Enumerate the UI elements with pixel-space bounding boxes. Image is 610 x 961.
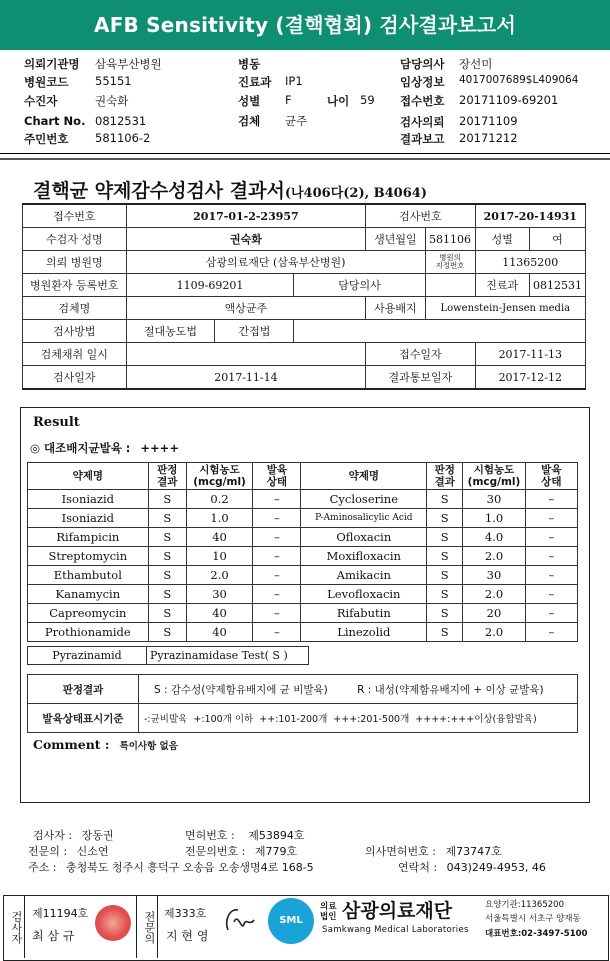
sign-tester-no: 제11194호 [32, 907, 89, 920]
drug-name: Linezolid [301, 623, 427, 642]
result-title-text: 결핵균 약제감수성검사 결과서 [33, 180, 285, 202]
footer-contact [398, 859, 546, 875]
request-value: 20171109 [459, 114, 518, 128]
drug-name: Isoniazid [28, 490, 149, 509]
info-label: 사용배지 [366, 297, 425, 320]
comment [33, 737, 178, 752]
info-label: 검체명 [23, 297, 127, 320]
drug-name: Isoniazid [28, 509, 149, 528]
sign-tester-name: 최 삼 규 [32, 929, 75, 943]
drug-conc: 4.0 [463, 528, 525, 547]
header-conc-2: (mcg/ml) [193, 476, 246, 488]
footer-spec-no-label: 전문의번호 : [185, 845, 246, 858]
drug-row [28, 566, 578, 585]
drug-growth: – [525, 509, 577, 528]
drug-row [28, 509, 578, 528]
drug-growth: – [525, 528, 577, 547]
footer-address-value: 충청북도 청주시 흥덕구 오송읍 오송생명4로 168-5 [65, 861, 314, 874]
result-title [33, 176, 427, 203]
info-specimen: 액상균주 [126, 297, 366, 320]
info-medium: Lowenstein-Jensen media [425, 297, 585, 320]
info-label: 의뢰 병원명 [23, 251, 127, 274]
info-designation: 11365200 [475, 251, 585, 274]
drug-growth: – [525, 623, 577, 642]
report-header [0, 52, 610, 148]
hospital-label: 의뢰기관명 [24, 57, 80, 71]
legend-growth-label: 발육상태표시기준 [28, 704, 139, 733]
drug-name: Capreomycin [28, 604, 149, 623]
footer-tester-label: 검사자 : [33, 829, 73, 842]
header-judge-2: 결과 [157, 476, 178, 488]
drug-result: S [427, 566, 463, 585]
patient-value: 권숙화 [95, 94, 129, 108]
info-dob: 581106 [425, 228, 475, 251]
control-growth [30, 440, 179, 456]
drug-name: P-Aminosalicylic Acid [301, 509, 427, 528]
specimen-value: 균주 [285, 114, 308, 128]
footer-tester [33, 827, 113, 843]
drug-conc: 2.0 [463, 547, 525, 566]
info-label: 검체채취 일시 [23, 343, 127, 366]
drug-conc: 40 [186, 623, 252, 642]
pyrazinamid-test: Pyrazinamidase Test( S ) [147, 647, 309, 665]
drug-growth: – [253, 547, 301, 566]
info-method-1: 절대농도법 [126, 320, 215, 343]
drug-result: S [148, 604, 186, 623]
header-conc [186, 463, 252, 490]
org-name: 삼광의료재단 [342, 900, 453, 922]
sign-tester-side: 검사자 [4, 896, 25, 958]
age-label: 나이 [327, 94, 350, 108]
drug-name: Amikacin [301, 566, 427, 585]
drug-result: S [148, 623, 186, 642]
footer-specialist-label: 전문의 : [28, 845, 68, 858]
info-receipt-no: 2017-01-2-23957 [126, 204, 366, 228]
control-growth-value: ++++ [140, 441, 179, 455]
info-label: 결과통보일자 [366, 366, 475, 390]
header-drug: 약제명 [28, 463, 149, 490]
info-notify: 2017-12-12 [475, 366, 585, 390]
drug-name: Prothionamide [28, 623, 149, 642]
info-recv: 2017-11-13 [475, 343, 585, 366]
drug-result: S [148, 585, 186, 604]
drug-result: S [427, 509, 463, 528]
footer-spec-no-value: 제779호 [254, 845, 298, 858]
control-growth-label: ◎ 대조배지균발육 : [30, 441, 131, 455]
header-growth-1: 발육 [266, 464, 287, 476]
receipt-label: 접수번호 [400, 94, 445, 108]
divider [0, 153, 610, 154]
org-prefix-2: 법인 [320, 912, 337, 922]
org-phone: 대표번호:02-3497-5100 [485, 929, 588, 939]
header-growth [253, 463, 301, 490]
footer-license-value: 제53894호 [248, 829, 305, 842]
legend-growth-text: -:균비발육 +:100개 이하 ++:101-200개 +++:201-500개 ++++:+++이상(융합발육) [139, 704, 578, 733]
sex-label: 성별 [238, 94, 261, 108]
info-dept: 0812531 [529, 274, 585, 297]
footer-license [185, 827, 304, 843]
info-label: 검사일자 [23, 366, 127, 390]
info-label: 접수일자 [366, 343, 475, 366]
header-conc-1: 시험농도 [199, 464, 240, 476]
official-seal-icon [95, 905, 131, 941]
drug-growth: – [253, 528, 301, 547]
report-date-value: 20171212 [459, 131, 518, 145]
result-title-sub: (나406다(2), B4064) [284, 186, 427, 201]
hospital-code-value: 55151 [95, 74, 132, 88]
hospital-code-label: 병원코드 [24, 75, 69, 89]
footer-address [28, 859, 314, 875]
receipt-value: 20171109-69201 [459, 93, 559, 107]
comment-text: 특이사항 없음 [119, 741, 178, 752]
drug-conc: 40 [186, 604, 252, 623]
drug-result: S [427, 604, 463, 623]
header-judge-2: 결과 [434, 476, 455, 488]
drug-growth: – [525, 490, 577, 509]
footer-doc-license-value: 제73747호 [445, 845, 502, 858]
header-conc-2: (mcg/ml) [467, 476, 521, 488]
header-judge-1: 판정 [157, 464, 178, 476]
legend-judge-r: R : 내성(약제함유배지에 + 이상 균발육) [357, 683, 544, 696]
drug-name: Kanamycin [28, 585, 149, 604]
ward-label: 병동 [238, 57, 261, 71]
drug-result: S [427, 490, 463, 509]
drug-rows [28, 490, 578, 642]
comment-label: Comment : [33, 737, 110, 752]
drug-conc: 10 [186, 547, 252, 566]
info-testdate: 2017-11-14 [126, 366, 366, 390]
drug-growth: – [525, 604, 577, 623]
info-empty [294, 320, 586, 343]
header-conc [463, 463, 525, 490]
drug-result: S [427, 547, 463, 566]
clinical-label: 임상정보 [400, 75, 445, 89]
info-label: 생년월일 [366, 228, 425, 251]
drug-name: Streptomycin [28, 547, 149, 566]
info-hospital: 삼광의료재단 (삼육부산병원) [126, 251, 425, 274]
info-label: 검사방법 [23, 320, 127, 343]
drug-conc: 30 [463, 566, 525, 585]
legend-judge-text [139, 675, 578, 704]
footer-doc-license [365, 843, 502, 859]
drug-conc: 20 [463, 604, 525, 623]
org-prefix [320, 902, 336, 922]
dept-label: 진료과 [238, 75, 272, 89]
drug-row [28, 585, 578, 604]
report-date-label: 결과보고 [400, 132, 445, 146]
legend-judge-label: 판정결과 [28, 675, 139, 704]
header-growth-2: 상태 [541, 476, 562, 488]
drug-growth: – [253, 623, 301, 642]
header-growth-1: 발육 [541, 464, 562, 476]
org-address: 서울특별시 서초구 양재동 [485, 914, 581, 924]
header-judge-1: 판정 [434, 464, 455, 476]
sex-value: F [285, 93, 292, 107]
drug-conc: 40 [186, 528, 252, 547]
drug-result: S [427, 528, 463, 547]
info-doctor [425, 274, 475, 297]
drug-name: Ofloxacin [301, 528, 427, 547]
org-code: 요양기관:11365200 [485, 900, 564, 910]
info-sex: 여 [529, 228, 585, 251]
info-label: 담당의사 [294, 274, 425, 297]
info-patient-no: 1109-69201 [126, 274, 294, 297]
drug-result: S [148, 490, 186, 509]
header-growth-2: 상태 [266, 476, 287, 488]
footer-contact-label: 연락처 : [398, 861, 438, 874]
drug-growth: – [525, 566, 577, 585]
drug-conc: 1.0 [186, 509, 252, 528]
info-label: 수검자 성명 [23, 228, 127, 251]
info-label: 병원환자 등록번호 [23, 274, 127, 297]
drug-row [28, 490, 578, 509]
drug-result: S [148, 566, 186, 585]
id-label: 주민번호 [24, 132, 69, 146]
drug-conc: 30 [463, 490, 525, 509]
sign-spec-name: 지 현 영 [166, 929, 209, 943]
patient-info-table [22, 203, 586, 390]
chart-label: Chart No. [24, 114, 86, 128]
drug-sensitivity-table [27, 462, 578, 642]
drug-name: Cycloserine [301, 490, 427, 509]
info-label: 검사번호 [366, 204, 475, 228]
drug-name: Ethambutol [28, 566, 149, 585]
drug-name: Levofloxacin [301, 585, 427, 604]
drug-growth: – [253, 566, 301, 585]
drug-row [28, 623, 578, 642]
info-test-no: 2017-20-14931 [475, 204, 585, 228]
pyrazinamid-table [27, 646, 309, 665]
report-banner-title: AFB Sensitivity (결핵협회) 검사결과보고서 [0, 0, 610, 50]
footer-spec-no [185, 843, 297, 859]
drug-name: Moxifloxacin [301, 547, 427, 566]
drug-result: S [148, 547, 186, 566]
sml-logo-icon: SML [268, 898, 314, 944]
drug-result: S [148, 509, 186, 528]
info-label: 진료과 [475, 274, 529, 297]
drug-conc: 0.2 [186, 490, 252, 509]
drug-row [28, 528, 578, 547]
divider [0, 158, 610, 160]
drug-growth: – [253, 490, 301, 509]
drug-name: Rifabutin [301, 604, 427, 623]
info-name: 권숙화 [126, 228, 366, 251]
header-judge [148, 463, 186, 490]
signature-icon [220, 902, 260, 938]
age-value: 59 [360, 93, 375, 107]
doctor-label: 담당의사 [400, 57, 445, 71]
drug-result: S [148, 528, 186, 547]
drug-conc: 1.0 [463, 509, 525, 528]
sign-spec-no: 제333호 [164, 907, 207, 920]
info-label: 병원의 지정번호 [425, 251, 475, 274]
drug-row [28, 547, 578, 566]
footer-contact-value: 043)249-4953, 46 [446, 861, 546, 874]
drug-growth: – [253, 509, 301, 528]
header-growth [525, 463, 577, 490]
drug-row [28, 604, 578, 623]
footer-specialist [28, 843, 108, 859]
footer-tester-value: 장동권 [81, 829, 114, 842]
legend-table [27, 674, 578, 733]
info-method-2: 간접법 [215, 320, 294, 343]
drug-growth: – [253, 604, 301, 623]
drug-conc: 30 [186, 585, 252, 604]
patient-label: 수진자 [24, 94, 58, 108]
legend-judge-s: S : 감수성(약제함유배지에 균 비발육) [154, 683, 328, 696]
drug-result: S [427, 585, 463, 604]
chart-value: 0812531 [95, 114, 147, 128]
specimen-label: 검체 [238, 114, 261, 128]
clinical-value: 4017007689$L409064 [459, 74, 579, 86]
drug-conc: 2.0 [463, 585, 525, 604]
pyrazinamid-name: Pyrazinamid [28, 647, 147, 665]
drug-growth: – [525, 547, 577, 566]
header-drug: 약제명 [301, 463, 427, 490]
header-conc-1: 시험농도 [473, 464, 515, 476]
info-collect [126, 343, 366, 366]
footer-license-label: 면허번호 : [185, 829, 235, 842]
info-label: 접수번호 [23, 204, 127, 228]
drug-growth: – [525, 585, 577, 604]
result-label: Result [33, 415, 80, 430]
doctor-value: 장선미 [459, 57, 493, 71]
info-label: 성별 [475, 228, 529, 251]
drug-growth: – [253, 585, 301, 604]
org-prefix-1: 의료 [320, 902, 337, 912]
footer-specialist-value: 신소연 [76, 845, 109, 858]
id-value: 581106-2 [95, 131, 151, 145]
footer-doc-license-label: 의사면허번호 : [365, 845, 436, 858]
hospital-value: 삼육부산병원 [95, 57, 162, 71]
header-judge [427, 463, 463, 490]
drug-conc: 2.0 [186, 566, 252, 585]
drug-conc: 2.0 [463, 623, 525, 642]
request-label: 검사의뢰 [400, 115, 445, 129]
drug-result: S [427, 623, 463, 642]
org-name-en: Samkwang Medical Laboratories [322, 925, 469, 935]
dept-value: IP1 [285, 74, 303, 88]
footer-address-label: 주소 : [28, 861, 57, 874]
drug-name: Rifampicin [28, 528, 149, 547]
sign-spec-side: 전문의 [136, 896, 158, 958]
